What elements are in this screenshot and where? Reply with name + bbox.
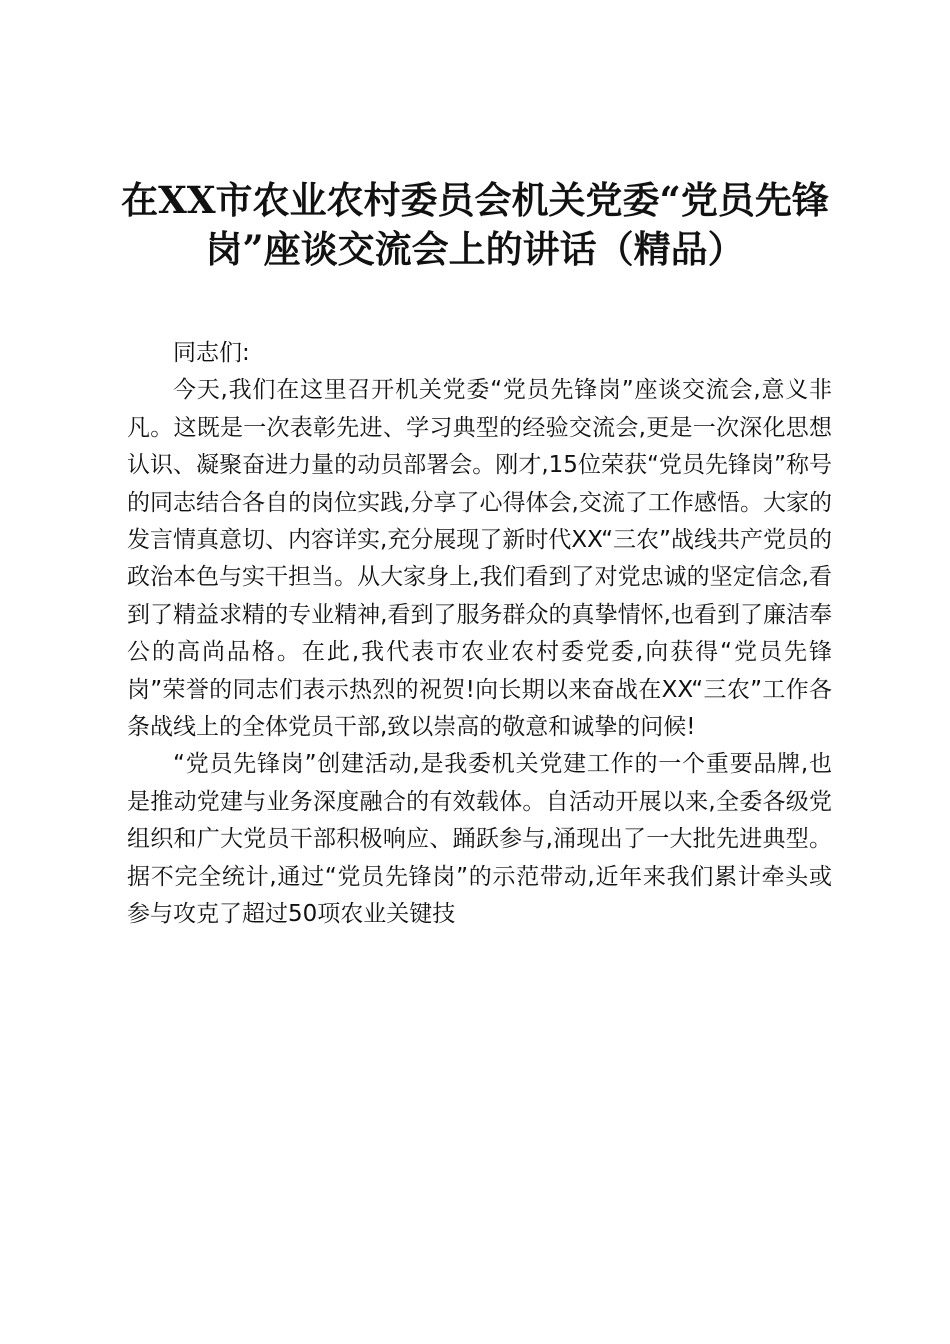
body-paragraph: 今天,我们在这里召开机关党委“党员先锋岗”座谈交流会,意义非凡。这既是一次表彰先进、学习典型的经验交流会,更是一次深化思想认识、凝聚奋进力量的动员部署会。刚才,15位荣获“党员先锋岗”称号的同志结合各自的岗位实践,分享了心得体会,交流了工作感悟。大家的发言情真意切、内容详实,充分展现了新时代XX“三农”战线共产党员的政治本色与实干担当。从大家身上,我们看到了对党忠诚的坚定信念,看到了精益求精的专业精神,看到了服务群众的真挚情怀,也看到了廉洁奉公的高尚品格。在此,我代表市农业农村委党委,向获得“党员先锋岗”荣誉的同志们表示热烈的祝贺!向长期以来奋战在XX“三农”工作各条战线上的全体党员干部,致以崇高的敬意和诚挚的问候! bbox=[127, 377, 832, 741]
document-title: 在XX市农业农村委员会机关党委“党员先锋岗”座谈交流会上的讲话（精品） bbox=[121, 178, 829, 271]
document-body bbox=[127, 335, 832, 934]
salutation: 同志们: bbox=[173, 340, 250, 366]
body-paragraph: “党员先锋岗”创建活动,是我委机关党建工作的一个重要品牌,也是推动党建与业务深度融合的有效载体。自活动开展以来,全委各级党组织和广大党员干部积极响应、踊跃参与,涌现出了一大批先进典型。据不完全统计,通过“党员先锋岗”的示范带动,近年来我们累计牵头或参与攻克了超过50项农业关键技 bbox=[127, 751, 832, 928]
